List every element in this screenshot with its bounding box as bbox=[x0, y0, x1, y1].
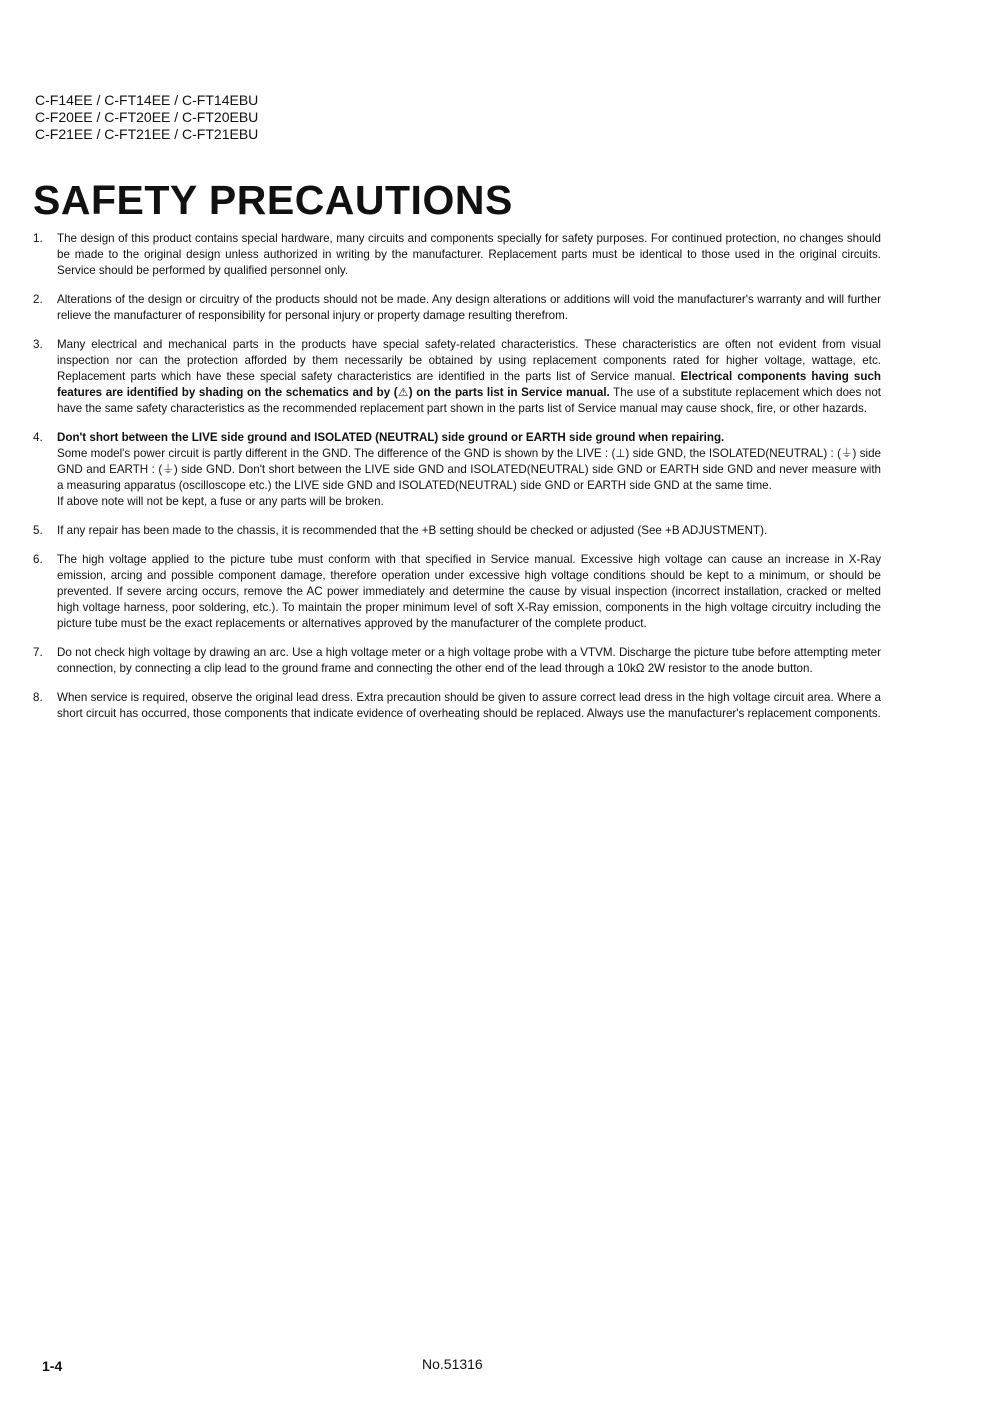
item-number: 7. bbox=[33, 646, 43, 659]
item-text bbox=[57, 446, 881, 494]
item-note: If above note will not be kept, a fuse or any parts will be broken. bbox=[57, 495, 384, 508]
item-text-part: The use of a substitute replacement which does not have the same safety characteristics as the recommended replacement part shown in the parts list of Service manual may cause shock, fire, or other hazards. bbox=[57, 386, 881, 415]
page-title: SAFETY PRECAUTIONS bbox=[33, 177, 513, 223]
item-text-part: Some model's power circuit is partly different in the GND. The difference of the GND is shown by the LIVE : ( bbox=[57, 447, 616, 460]
isolated-ground-icon: ⏚ bbox=[840, 447, 853, 460]
item-number: 2. bbox=[33, 293, 43, 306]
item-text: Do not check high voltage by drawing an arc. Use a high voltage meter or a high voltage probe with a VTVM. Discharge the picture tube before attempting meter connection, by connecting a clip lead to the ground frame and connecting the other end of the lead through a 10kΩ 2W resistor to the anode button. bbox=[57, 646, 881, 675]
item-number: 4. bbox=[33, 431, 43, 444]
precaution-item-4 bbox=[33, 430, 881, 510]
item-text bbox=[57, 337, 881, 417]
precaution-item-5 bbox=[33, 523, 881, 539]
warning-triangle-icon: ⚠ bbox=[397, 386, 409, 399]
item-text-part: ) side GND, the ISOLATED(NEUTRAL) : ( bbox=[625, 447, 841, 460]
item-bold-text: ) on the parts list in Service manual. bbox=[408, 386, 610, 399]
item-number: 1. bbox=[33, 232, 43, 245]
item-number: 5. bbox=[33, 524, 43, 537]
precaution-list bbox=[33, 231, 881, 735]
precaution-item-6 bbox=[33, 552, 881, 632]
model-list bbox=[35, 92, 258, 143]
model-line: C-F20EE / C-FT20EE / C-FT20EBU bbox=[35, 109, 259, 125]
precaution-item-8 bbox=[33, 690, 881, 722]
precaution-item-1 bbox=[33, 231, 881, 279]
item-text-part: ) side GND and EARTH : ( bbox=[57, 447, 881, 476]
page-number: 1-4 bbox=[42, 1358, 63, 1374]
item-text: When service is required, observe the original lead dress. Extra precaution should be given to assure correct lead dress in the high voltage circuit area. Where a short circuit has occurred, those components that indicate evidence of overheating should be replaced. Always use the manufacturer's replacement components. bbox=[57, 691, 881, 720]
model-line: C-F14EE / C-FT14EE / C-FT14EBU bbox=[35, 92, 259, 108]
item-number: 6. bbox=[33, 553, 43, 566]
item-bold-text bbox=[57, 430, 881, 446]
earth-ground-icon: ⏚ bbox=[162, 463, 174, 476]
item-number: 3. bbox=[33, 338, 43, 351]
item-text: The design of this product contains special hardware, many circuits and components specially for safety purposes. For continued protection, no changes should be made to the original design unless authorized in writing by the manufacturer. Replacement parts must be identical to those used in the original circuits. Service should be performed by qualified personnel only. bbox=[57, 232, 881, 277]
item-text: The high voltage applied to the picture tube must conform with that specified in Service manual. Excessive high voltage can cause an increase in X-Ray emission, arcing and possible component damage, therefore operation under excessive high voltage conditions should be kept to a minimum, or should be prevented. If severe arcing occurs, remove the AC power immediately and determine the cause by visual inspection (incorrect installation, cracked or melted high voltage harness, poor soldering, etc.). To maintain the proper minimum level of soft X-Ray emission, components in the high voltage circuitry including the picture tube must be the exact replacements or alternatives approved by the manufacturer of the complete product. bbox=[57, 553, 881, 630]
live-ground-icon: ⊥ bbox=[615, 447, 626, 460]
item-heading: Don't short between the LIVE side ground and ISOLATED (NEUTRAL) side ground or EARTH side ground when repairing. bbox=[57, 431, 725, 444]
item-text-part: Many electrical and mechanical parts in the products have special safety-related characteristics. These characteristics are often not evident from visual inspection nor can the protection afforded by them necessarily be obtained by using replacement components rated for higher voltage, wattage, etc. Replacement parts which have these special safety characteristics are identified in the parts list of Service manual. bbox=[57, 338, 881, 383]
item-text: Alterations of the design or circuitry of the products should not be made. Any design alterations or additions will void the manufacturer's warranty and will further relieve the manufacturer of responsibility for personal injury or property damage resulting therefrom. bbox=[57, 293, 881, 322]
precaution-item-3 bbox=[33, 337, 881, 417]
item-text-part: ) side GND. Don't short between the LIVE side GND and ISOLATED(NEUTRAL) side GND or EARTH side GND and never measure with a measuring apparatus (oscilloscope etc.) the LIVE side GND and ISOLATED(NEUTRAL) side GND or EARTH side GND at the same time. bbox=[57, 463, 881, 492]
model-line: C-F21EE / C-FT21EE / C-FT21EBU bbox=[35, 126, 259, 142]
precaution-item-2 bbox=[33, 292, 881, 324]
item-text: If any repair has been made to the chassis, it is recommended that the +B setting should be checked or adjusted (See +B ADJUSTMENT). bbox=[57, 524, 768, 537]
item-number: 8. bbox=[33, 691, 43, 704]
precaution-item-7 bbox=[33, 645, 881, 677]
item-bold-text: Electrical components having such features are identified by shading on the schematics and by ( bbox=[57, 370, 881, 399]
document-number: No.51316 bbox=[422, 1356, 483, 1372]
